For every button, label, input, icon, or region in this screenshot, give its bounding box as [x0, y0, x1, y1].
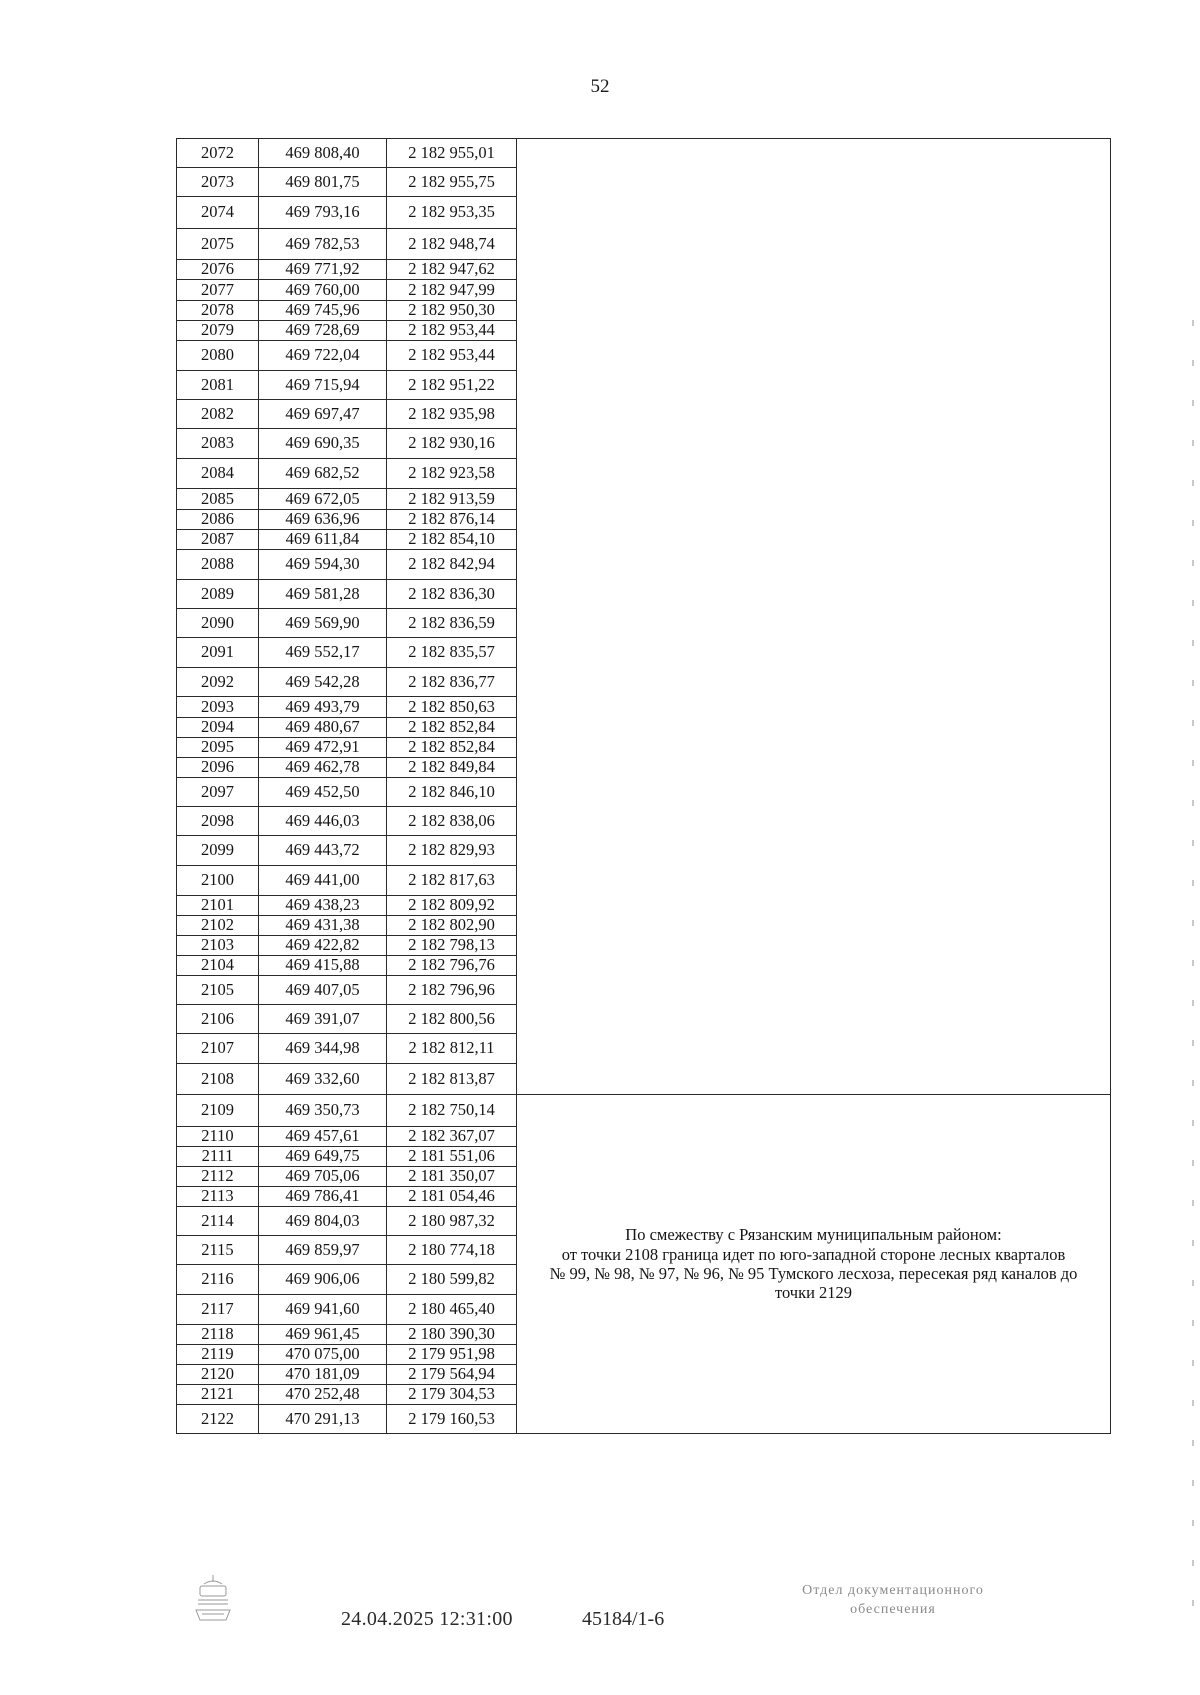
point-number-cell: 2099 [177, 836, 259, 866]
y-coordinate-cell: 2 182 798,13 [387, 936, 517, 956]
y-coordinate-cell: 2 182 850,63 [387, 697, 517, 718]
point-number-cell: 2092 [177, 668, 259, 697]
y-coordinate-cell: 2 182 854,10 [387, 530, 517, 550]
y-coordinate-cell: 2 180 599,82 [387, 1265, 517, 1295]
boundary-description-cell [517, 1095, 1111, 1434]
x-coordinate-cell: 469 941,60 [259, 1295, 387, 1325]
y-coordinate-cell: 2 182 852,84 [387, 738, 517, 758]
x-coordinate-cell: 469 782,53 [259, 229, 387, 260]
point-number-cell: 2118 [177, 1325, 259, 1345]
y-coordinate-cell: 2 179 160,53 [387, 1405, 517, 1434]
x-coordinate-cell: 470 291,13 [259, 1405, 387, 1434]
y-coordinate-cell: 2 179 564,94 [387, 1365, 517, 1385]
point-number-cell: 2100 [177, 866, 259, 896]
point-number-cell: 2104 [177, 956, 259, 976]
y-coordinate-cell: 2 182 796,76 [387, 956, 517, 976]
point-number-cell: 2090 [177, 609, 259, 638]
y-coordinate-cell: 2 182 953,44 [387, 321, 517, 341]
x-coordinate-cell: 469 697,47 [259, 400, 387, 429]
x-coordinate-cell: 469 441,00 [259, 866, 387, 896]
y-coordinate-cell: 2 182 802,90 [387, 916, 517, 936]
point-number-cell: 2078 [177, 301, 259, 321]
y-coordinate-cell: 2 182 955,01 [387, 139, 517, 168]
x-coordinate-cell: 469 569,90 [259, 609, 387, 638]
y-coordinate-cell: 2 181 350,07 [387, 1167, 517, 1187]
point-number-cell: 2121 [177, 1385, 259, 1405]
description-line: По смежеству с Рязанским муниципальным районом: [625, 1225, 1002, 1245]
point-number-cell: 2116 [177, 1265, 259, 1295]
y-coordinate-cell: 2 182 836,30 [387, 580, 517, 609]
point-number-cell: 2113 [177, 1187, 259, 1207]
point-number-cell: 2098 [177, 807, 259, 836]
x-coordinate-cell: 469 771,92 [259, 260, 387, 280]
x-coordinate-cell: 469 493,79 [259, 697, 387, 718]
x-coordinate-cell: 469 443,72 [259, 836, 387, 866]
x-coordinate-cell: 469 415,88 [259, 956, 387, 976]
stamp-line-2: обеспечения [850, 1601, 936, 1617]
x-coordinate-cell: 469 745,96 [259, 301, 387, 321]
y-coordinate-cell: 2 182 849,84 [387, 758, 517, 778]
point-number-cell: 2120 [177, 1365, 259, 1385]
x-coordinate-cell: 469 722,04 [259, 341, 387, 371]
x-coordinate-cell: 469 446,03 [259, 807, 387, 836]
x-coordinate-cell: 469 552,17 [259, 638, 387, 668]
table-row [177, 1095, 1111, 1127]
point-number-cell: 2122 [177, 1405, 259, 1434]
x-coordinate-cell: 469 542,28 [259, 668, 387, 697]
y-coordinate-cell: 2 180 390,30 [387, 1325, 517, 1345]
x-coordinate-cell: 469 407,05 [259, 976, 387, 1005]
point-number-cell: 2088 [177, 550, 259, 580]
x-coordinate-cell: 469 611,84 [259, 530, 387, 550]
point-number-cell: 2110 [177, 1127, 259, 1147]
description-line: № 99, № 98, № 97, № 96, № 95 Тумского лесхоза, пересекая ряд каналов до [549, 1264, 1078, 1283]
y-coordinate-cell: 2 182 947,99 [387, 280, 517, 301]
coordinates-table [176, 138, 1111, 1434]
x-coordinate-cell: 469 472,91 [259, 738, 387, 758]
y-coordinate-cell: 2 182 953,35 [387, 197, 517, 229]
x-coordinate-cell: 469 462,78 [259, 758, 387, 778]
point-number-cell: 2076 [177, 260, 259, 280]
x-coordinate-cell: 469 961,45 [259, 1325, 387, 1345]
point-number-cell: 2107 [177, 1034, 259, 1064]
y-coordinate-cell: 2 182 930,16 [387, 429, 517, 459]
stamp-line-1: Отдел документационного [802, 1583, 984, 1598]
x-coordinate-cell: 469 391,07 [259, 1005, 387, 1034]
point-number-cell: 2112 [177, 1167, 259, 1187]
y-coordinate-cell: 2 182 367,07 [387, 1127, 517, 1147]
y-coordinate-cell: 2 180 774,18 [387, 1236, 517, 1265]
x-coordinate-cell: 470 181,09 [259, 1365, 387, 1385]
point-number-cell: 2083 [177, 429, 259, 459]
point-number-cell: 2105 [177, 976, 259, 1005]
department-stamp [748, 1582, 1038, 1620]
point-number-cell: 2079 [177, 321, 259, 341]
x-coordinate-cell: 469 636,96 [259, 510, 387, 530]
point-number-cell: 2114 [177, 1207, 259, 1236]
y-coordinate-cell: 2 182 836,59 [387, 609, 517, 638]
x-coordinate-cell: 469 350,73 [259, 1095, 387, 1127]
point-number-cell: 2101 [177, 896, 259, 916]
y-coordinate-cell: 2 182 950,30 [387, 301, 517, 321]
point-number-cell: 2074 [177, 197, 259, 229]
point-number-cell: 2075 [177, 229, 259, 260]
y-coordinate-cell: 2 182 948,74 [387, 229, 517, 260]
x-coordinate-cell: 469 715,94 [259, 371, 387, 400]
point-number-cell: 2108 [177, 1064, 259, 1095]
y-coordinate-cell: 2 182 953,44 [387, 341, 517, 371]
page-number: 52 [590, 76, 610, 97]
y-coordinate-cell: 2 182 913,59 [387, 489, 517, 510]
point-number-cell: 2106 [177, 1005, 259, 1034]
x-coordinate-cell: 469 804,03 [259, 1207, 387, 1236]
y-coordinate-cell: 2 182 829,93 [387, 836, 517, 866]
point-number-cell: 2082 [177, 400, 259, 429]
description-line: от точки 2108 граница идет по юго-западной стороне лесных кварталов [561, 1244, 1066, 1264]
x-coordinate-cell: 469 705,06 [259, 1167, 387, 1187]
point-number-cell: 2102 [177, 916, 259, 936]
point-number-cell: 2077 [177, 280, 259, 301]
point-number-cell: 2103 [177, 936, 259, 956]
x-coordinate-cell: 469 344,98 [259, 1034, 387, 1064]
y-coordinate-cell: 2 182 800,56 [387, 1005, 517, 1034]
y-coordinate-cell: 2 182 817,63 [387, 866, 517, 896]
point-number-cell: 2096 [177, 758, 259, 778]
footer-document-id: 45184/1-6 [582, 1608, 665, 1630]
coat-of-arms-logo [190, 1572, 236, 1626]
x-coordinate-cell: 469 859,97 [259, 1236, 387, 1265]
point-number-cell: 2081 [177, 371, 259, 400]
x-coordinate-cell: 469 480,67 [259, 718, 387, 738]
x-coordinate-cell: 469 594,30 [259, 550, 387, 580]
y-coordinate-cell: 2 182 813,87 [387, 1064, 517, 1095]
point-number-cell: 2089 [177, 580, 259, 609]
x-coordinate-cell: 469 422,82 [259, 936, 387, 956]
y-coordinate-cell: 2 180 465,40 [387, 1295, 517, 1325]
point-number-cell: 2109 [177, 1095, 259, 1127]
y-coordinate-cell: 2 181 054,46 [387, 1187, 517, 1207]
y-coordinate-cell: 2 182 846,10 [387, 778, 517, 807]
coordinates-table-body [177, 139, 1111, 1434]
point-number-cell: 2072 [177, 139, 259, 168]
y-coordinate-cell: 2 181 551,06 [387, 1147, 517, 1167]
y-coordinate-cell: 2 182 812,11 [387, 1034, 517, 1064]
y-coordinate-cell: 2 182 923,58 [387, 459, 517, 489]
point-number-cell: 2115 [177, 1236, 259, 1265]
y-coordinate-cell: 2 182 809,92 [387, 896, 517, 916]
x-coordinate-cell: 469 801,75 [259, 168, 387, 197]
x-coordinate-cell: 469 690,35 [259, 429, 387, 459]
x-coordinate-cell: 469 672,05 [259, 489, 387, 510]
y-coordinate-cell: 2 182 796,96 [387, 976, 517, 1005]
x-coordinate-cell: 469 760,00 [259, 280, 387, 301]
point-number-cell: 2084 [177, 459, 259, 489]
point-number-cell: 2119 [177, 1345, 259, 1365]
y-coordinate-cell: 2 182 838,06 [387, 807, 517, 836]
point-number-cell: 2080 [177, 341, 259, 371]
y-coordinate-cell: 2 182 852,84 [387, 718, 517, 738]
x-coordinate-cell: 469 786,41 [259, 1187, 387, 1207]
x-coordinate-cell: 469 452,50 [259, 778, 387, 807]
point-number-cell: 2095 [177, 738, 259, 758]
point-number-cell: 2085 [177, 489, 259, 510]
y-coordinate-cell: 2 182 750,14 [387, 1095, 517, 1127]
y-coordinate-cell: 2 182 836,77 [387, 668, 517, 697]
x-coordinate-cell: 470 075,00 [259, 1345, 387, 1365]
x-coordinate-cell: 469 438,23 [259, 896, 387, 916]
point-number-cell: 2093 [177, 697, 259, 718]
point-number-cell: 2087 [177, 530, 259, 550]
point-number-cell: 2073 [177, 168, 259, 197]
x-coordinate-cell: 469 808,40 [259, 139, 387, 168]
point-number-cell: 2097 [177, 778, 259, 807]
y-coordinate-cell: 2 182 947,62 [387, 260, 517, 280]
y-coordinate-cell: 2 182 935,98 [387, 400, 517, 429]
y-coordinate-cell: 2 182 876,14 [387, 510, 517, 530]
x-coordinate-cell: 469 728,69 [259, 321, 387, 341]
x-coordinate-cell: 469 332,60 [259, 1064, 387, 1095]
x-coordinate-cell: 469 793,16 [259, 197, 387, 229]
y-coordinate-cell: 2 182 951,22 [387, 371, 517, 400]
y-coordinate-cell: 2 182 955,75 [387, 168, 517, 197]
x-coordinate-cell: 469 682,52 [259, 459, 387, 489]
x-coordinate-cell: 469 457,61 [259, 1127, 387, 1147]
x-coordinate-cell: 470 252,48 [259, 1385, 387, 1405]
x-coordinate-cell: 469 649,75 [259, 1147, 387, 1167]
description-line: точки 2129 [774, 1283, 853, 1303]
y-coordinate-cell: 2 179 951,98 [387, 1345, 517, 1365]
point-number-cell: 2086 [177, 510, 259, 530]
y-coordinate-cell: 2 182 842,94 [387, 550, 517, 580]
y-coordinate-cell: 2 182 835,57 [387, 638, 517, 668]
point-number-cell: 2117 [177, 1295, 259, 1325]
point-number-cell: 2091 [177, 638, 259, 668]
footer-datetime: 24.04.2025 12:31:00 [341, 1608, 513, 1630]
x-coordinate-cell: 469 431,38 [259, 916, 387, 936]
table-row [177, 139, 1111, 168]
x-coordinate-cell: 469 581,28 [259, 580, 387, 609]
empty-description-cell [517, 139, 1111, 1095]
point-number-cell: 2111 [177, 1147, 259, 1167]
x-coordinate-cell: 469 906,06 [259, 1265, 387, 1295]
y-coordinate-cell: 2 180 987,32 [387, 1207, 517, 1236]
point-number-cell: 2094 [177, 718, 259, 738]
y-coordinate-cell: 2 179 304,53 [387, 1385, 517, 1405]
scan-edge-marks [1192, 320, 1194, 1620]
